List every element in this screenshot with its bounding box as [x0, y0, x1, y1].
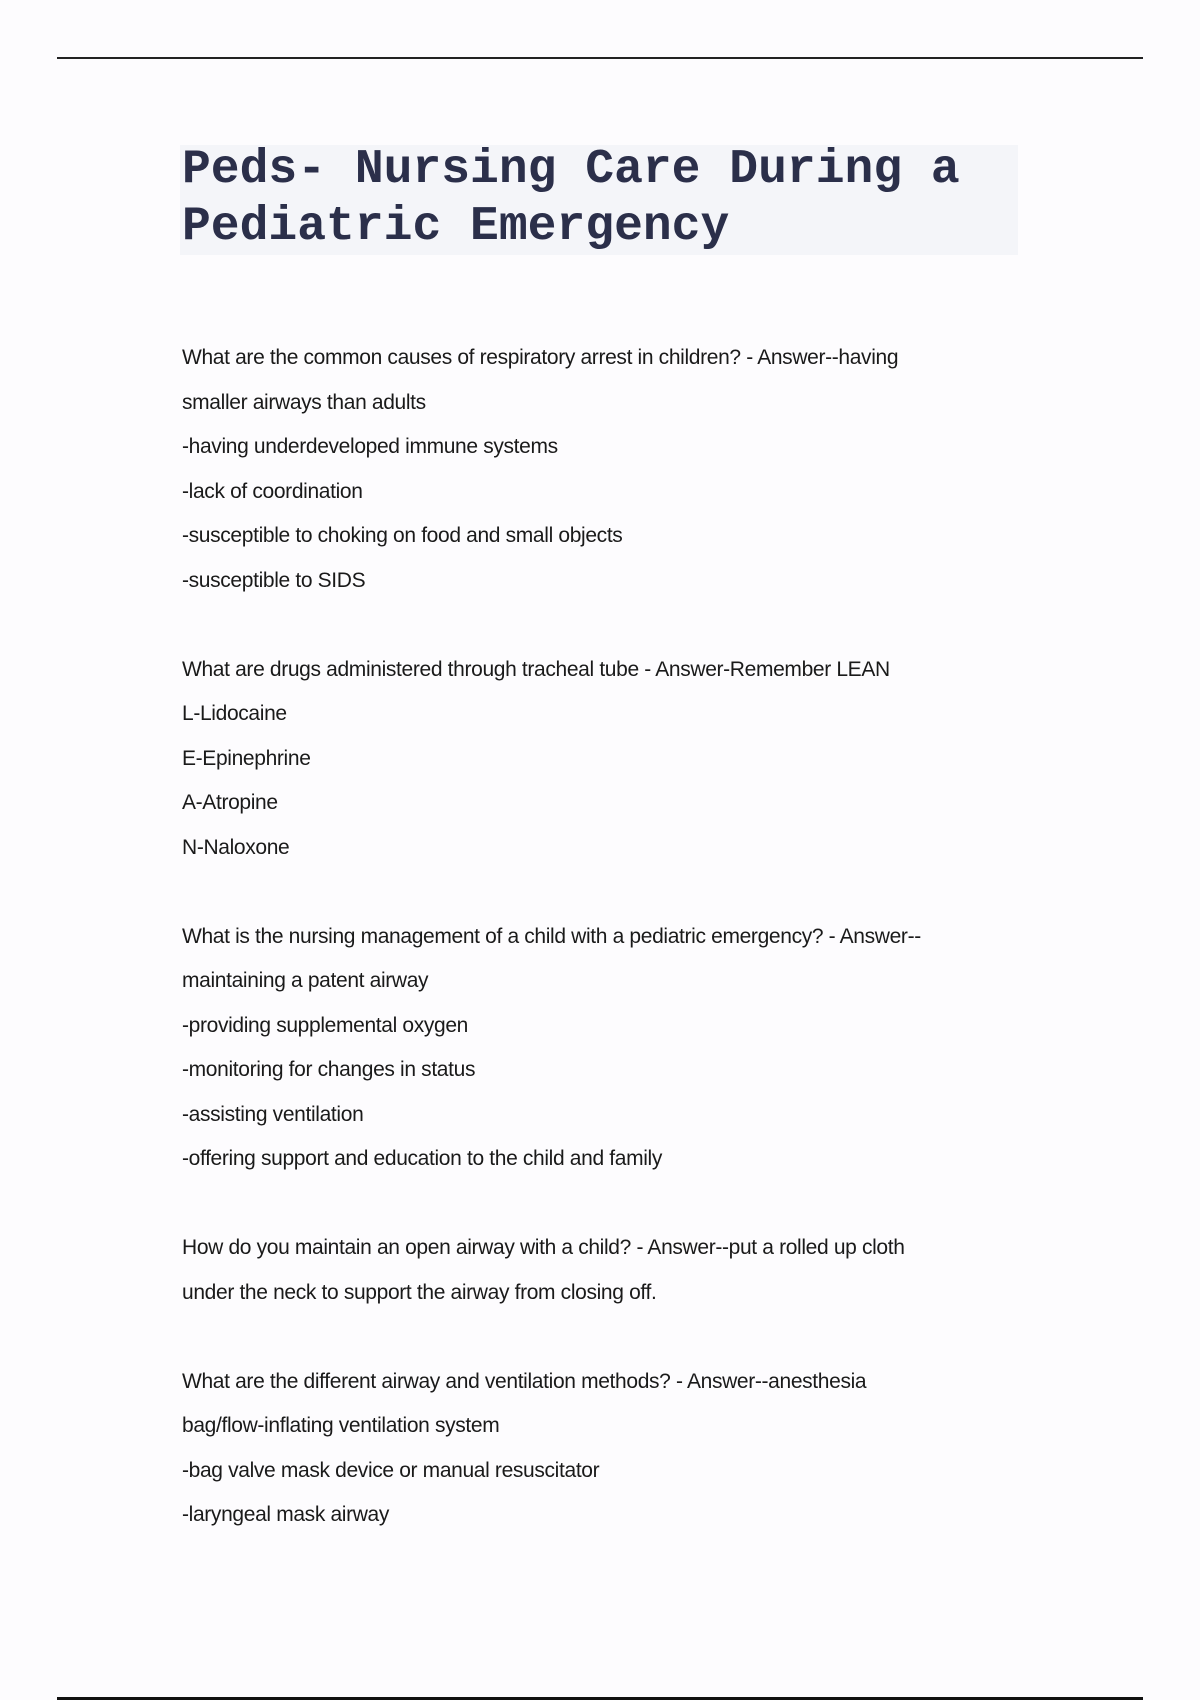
- title-line-1: Peds- Nursing Care During a: [182, 143, 960, 197]
- answer-line: -susceptible to SIDS: [182, 568, 366, 592]
- answer-line: -laryngeal mask airway: [182, 1503, 390, 1526]
- question-line: What are the different airway and ventilation methods? - Answer--anesthesia: [182, 1369, 867, 1393]
- document-title: [182, 142, 1018, 256]
- qa-item-nursing-management: [182, 915, 1022, 1182]
- question-line: What are drugs administered through tracheal tube - Answer-Remember LEAN: [182, 657, 890, 681]
- title-line-2: Pediatric Emergency: [182, 200, 730, 254]
- answer-line: -susceptible to choking on food and small objects: [182, 524, 623, 547]
- answer-line: -having underdeveloped immune systems: [182, 435, 558, 458]
- answer-line: maintaining a patent airway: [182, 969, 429, 992]
- qa-item-tracheal-drugs: [182, 648, 1022, 871]
- question-line: What is the nursing management of a child with a pediatric emergency? - Answer--: [182, 924, 921, 948]
- answer-line: under the neck to support the airway from closing off.: [182, 1280, 657, 1304]
- answer-line: smaller airways than adults: [182, 390, 426, 414]
- answer-line: -providing supplemental oxygen: [182, 1013, 469, 1037]
- answer-line: A-Atropine: [182, 791, 278, 814]
- qa-item-ventilation-methods: [182, 1360, 1022, 1538]
- answer-line: L-Lidocaine: [182, 702, 287, 725]
- answer-line: E-Epinephrine: [182, 746, 311, 770]
- answer-line: -bag valve mask device or manual resuscitator: [182, 1458, 600, 1482]
- header-rule: [57, 57, 1143, 59]
- question-line: What are the common causes of respiratory arrest in children? - Answer--having: [182, 346, 899, 369]
- answer-line: bag/flow-inflating ventilation system: [182, 1414, 500, 1437]
- answer-line: -lack of coordination: [182, 479, 363, 503]
- answer-line: -offering support and education to the child and family: [182, 1147, 663, 1170]
- answer-line: -assisting ventilation: [182, 1102, 364, 1126]
- answer-line: -monitoring for changes in status: [182, 1058, 476, 1081]
- question-line: How do you maintain an open airway with a child? - Answer--put a rolled up cloth: [182, 1236, 905, 1259]
- qa-item-respiratory-arrest: [182, 336, 1022, 603]
- answer-line: N-Naloxone: [182, 835, 290, 859]
- qa-item-open-airway: [182, 1226, 1022, 1315]
- document-body: [182, 336, 1022, 1582]
